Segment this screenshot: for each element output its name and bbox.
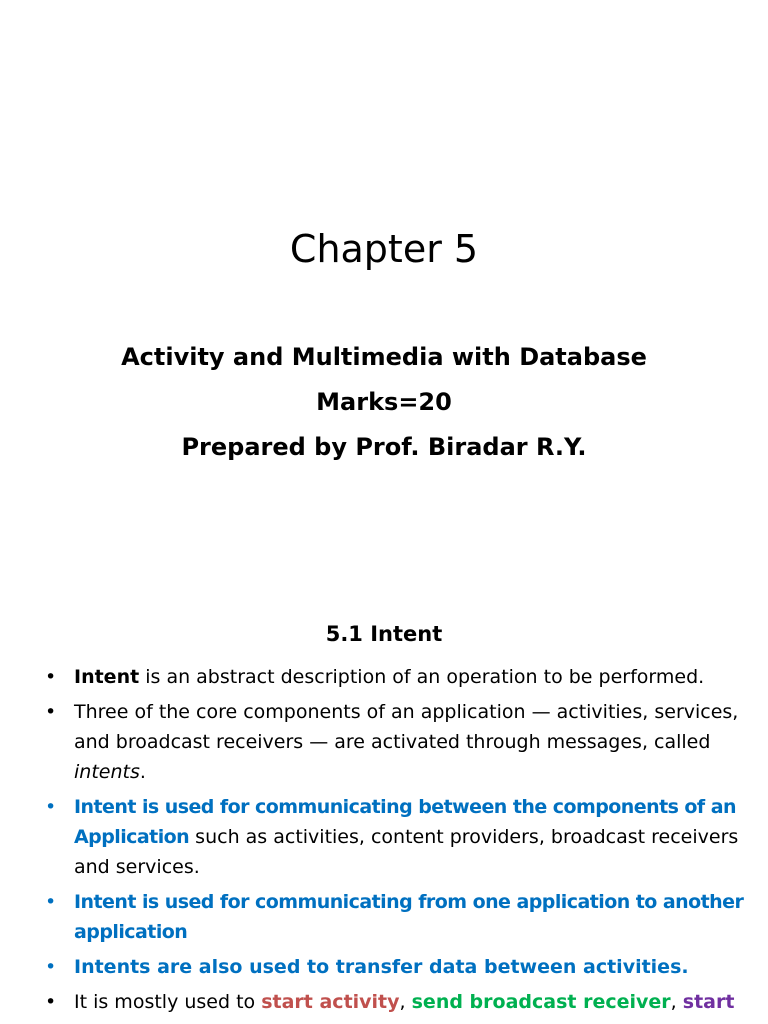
bullet-highlight: Intent is used for communicating between the components of an Application — [74, 796, 736, 848]
bullet-item-data-transfer — [0, 952, 768, 982]
bullet-italic-term: intents — [74, 761, 140, 783]
action-send-broadcast: send broadcast receiver — [411, 991, 671, 1013]
subtitle-line-topic: Activity and Multimedia with Database — [121, 343, 647, 371]
bullet-text: Three of the core components of an application — activities, services, and broadcast receivers — are activated through messages, called — [74, 701, 739, 753]
section-heading: 5.1 Intent — [325, 622, 443, 646]
bullet-text: It is mostly used to — [74, 991, 262, 1013]
subtitle-line-author: Prepared by Prof. Biradar R.Y. — [181, 433, 587, 461]
bullet-item-intent-definition — [0, 662, 768, 692]
bullet-text: is an abstract description of an operation to be performed. — [139, 666, 705, 688]
bullet-highlight: Intents are also used to transfer data between activities. — [74, 956, 689, 978]
bullet-item-usage — [0, 987, 768, 1017]
bullet-text-end: . — [139, 761, 146, 783]
bullet-dot: • — [45, 796, 57, 818]
bullet-item-app-communication — [0, 887, 768, 947]
subtitle-line-marks: Marks=20 — [316, 388, 452, 416]
bullet-dot: • — [45, 666, 57, 688]
action-start-service: start — [682, 991, 735, 1013]
bullet-text: such as activities, content providers, broadcast receivers and services. — [74, 826, 739, 878]
separator: , — [399, 991, 412, 1013]
bullet-dot: • — [45, 701, 57, 723]
bullet-highlight: Intent is used for communicating from one application to another application — [74, 891, 744, 943]
bullet-dot: • — [45, 991, 57, 1013]
bullet-term: Intent — [74, 666, 140, 688]
separator: , — [670, 991, 683, 1013]
bullet-dot: • — [45, 891, 57, 913]
bullet-item-components-communication — [0, 792, 768, 882]
bullet-dot: • — [45, 956, 57, 978]
bullet-list — [0, 662, 768, 1022]
bullet-item-core-components — [0, 697, 768, 787]
subtitle-block — [0, 335, 768, 470]
chapter-title: Chapter 5 — [289, 227, 479, 271]
action-start-activity: start activity — [261, 991, 400, 1013]
